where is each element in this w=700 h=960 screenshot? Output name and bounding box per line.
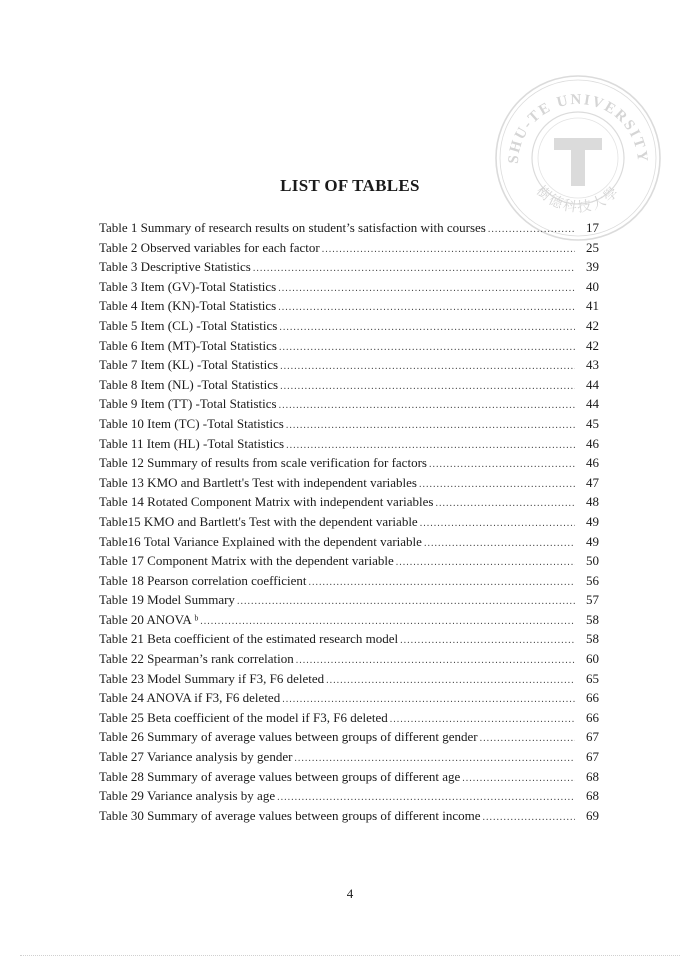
- toc-entry-label: Table 7 Item (KL) -Total Statistics: [99, 357, 279, 373]
- toc-entry-label: Table 25 Beta coefficient of the model if F3, F6 deleted: [99, 709, 388, 725]
- toc-entry-page: 25: [586, 239, 599, 255]
- toc-entry[interactable]: [99, 473, 599, 493]
- toc-entry[interactable]: [99, 688, 599, 708]
- toc-entry[interactable]: [99, 296, 599, 316]
- toc-entry-label: Table 5 Item (CL) -Total Statistics: [99, 317, 278, 333]
- toc-entry-label: Table 12 Summary of results from scale verification for factors: [99, 455, 427, 471]
- toc-entry-page: 43: [586, 357, 599, 373]
- toc-entry-label: Table 21 Beta coefficient of the estimated research model: [99, 631, 399, 647]
- toc-entry-label: Table 24 ANOVA if F3, F6 deleted: [99, 690, 281, 706]
- toc-entry[interactable]: [99, 571, 599, 591]
- toc-leader-dots: [462, 769, 575, 789]
- toc-entry[interactable]: [99, 218, 599, 238]
- toc-entry-label: Table 2 Observed variables for each factor: [99, 239, 320, 255]
- seal-text-bottom: 樹德科技大學: [532, 183, 624, 216]
- toc-entry-label: Table16 Total Variance Explained with the dependent variable: [99, 533, 422, 549]
- toc-entry[interactable]: [99, 806, 599, 826]
- toc-entry-page: 67: [586, 729, 599, 745]
- toc-entry[interactable]: [99, 394, 599, 414]
- toc-entry-page: 39: [586, 259, 599, 275]
- toc-entry-page: 48: [586, 494, 599, 510]
- toc-entry-label: Table 18 Pearson correlation coefficient: [99, 572, 307, 588]
- toc-entry-page: 46: [586, 455, 599, 471]
- toc-entry-page: 17: [586, 220, 599, 235]
- toc-entry[interactable]: [99, 316, 599, 336]
- list-of-tables: [99, 218, 599, 825]
- toc-leader-dots: [488, 220, 575, 240]
- toc-entry-label: Table 1 Summary of research results on student’s satisfaction with courses: [99, 220, 486, 235]
- toc-leader-dots: [280, 377, 575, 397]
- page-title: LIST OF TABLES: [280, 176, 420, 195]
- toc-entry-page: 68: [586, 788, 599, 804]
- toc-entry-page: 68: [586, 768, 599, 784]
- toc-entry-page: 49: [586, 533, 599, 549]
- toc-entry-page: 44: [586, 376, 599, 392]
- toc-entry-page: 42: [586, 317, 599, 333]
- toc-entry-page: 41: [586, 298, 599, 314]
- toc-leader-dots: [309, 573, 576, 593]
- toc-entry[interactable]: [99, 767, 599, 787]
- toc-entry-label: Table 17 Component Matrix with the dependent variable: [99, 553, 394, 569]
- toc-entry[interactable]: [99, 375, 599, 395]
- toc-entry-label: Table 30 Summary of average values between groups of different income: [99, 807, 481, 823]
- toc-leader-dots: [435, 494, 575, 514]
- toc-entry-label: Table 9 Item (TT) -Total Statistics: [99, 396, 277, 412]
- toc-entry-label: Table 19 Model Summary: [99, 592, 235, 608]
- toc-leader-dots: [278, 298, 575, 318]
- toc-entry-label: Table 3 Item (GV)-Total Statistics: [99, 278, 277, 294]
- toc-entry-page: 66: [586, 709, 599, 725]
- page-number: 4: [346, 886, 354, 901]
- toc-entry-page: 47: [586, 474, 599, 490]
- toc-leader-dots: [326, 671, 575, 691]
- toc-entry-page: 45: [586, 415, 599, 431]
- toc-entry[interactable]: [99, 708, 599, 728]
- toc-leader-dots: [419, 475, 575, 495]
- toc-entry-page: 60: [586, 651, 599, 667]
- toc-entry-label: Table 23 Model Summary if F3, F6 deleted: [99, 670, 325, 686]
- toc-leader-dots: [253, 259, 575, 279]
- toc-entry-page: 69: [586, 807, 599, 823]
- toc-entry[interactable]: [99, 238, 599, 258]
- toc-entry[interactable]: [99, 336, 599, 356]
- seal-text-top: SHU-TE UNIVERSITY: [505, 91, 651, 165]
- toc-entry-label: Table 3 Descriptive Statistics: [99, 259, 251, 275]
- page-bottom-divider: [20, 955, 680, 956]
- toc-entry-page: 57: [586, 592, 599, 608]
- toc-entry-page: 42: [586, 337, 599, 353]
- toc-entry-label: Table 14 Rotated Component Matrix with independent variables: [99, 494, 434, 510]
- toc-entry-page: 56: [586, 572, 599, 588]
- toc-entry-label: Table 10 Item (TC) -Total Statistics: [99, 415, 284, 431]
- toc-leader-dots: [420, 514, 575, 534]
- toc-entry[interactable]: [99, 277, 599, 297]
- toc-entry-label: Table 22 Spearman’s rank correlation: [99, 651, 294, 667]
- toc-leader-dots: [400, 631, 575, 651]
- toc-entry-label: Table 26 Summary of average values between groups of different gender: [99, 729, 478, 745]
- toc-entry-label: Table 11 Item (HL) -Total Statistics: [99, 435, 285, 451]
- toc-entry-page: 65: [586, 670, 599, 686]
- toc-leader-dots: [483, 808, 576, 828]
- toc-leader-dots: [279, 396, 575, 416]
- toc-leader-dots: [424, 534, 575, 554]
- toc-entry-label: Table15 KMO and Bartlett's Test with the dependent variable: [99, 513, 418, 529]
- toc-entry[interactable]: [99, 747, 599, 767]
- toc-entry-page: 58: [586, 631, 599, 647]
- toc-entry-page: 66: [586, 690, 599, 706]
- toc-leader-dots: [286, 416, 575, 436]
- toc-leader-dots: [480, 729, 575, 749]
- toc-leader-dots: [396, 553, 575, 573]
- toc-leader-dots: [280, 357, 575, 377]
- toc-entry-label: Table 13 KMO and Bartlett's Test with independent variables: [99, 474, 417, 490]
- toc-leader-dots: [278, 279, 575, 299]
- toc-entry-label: Table 28 Summary of average values between groups of different age: [99, 768, 461, 784]
- toc-entry-label: Table 4 Item (KN)-Total Statistics: [99, 298, 277, 314]
- toc-entry-page: 67: [586, 749, 599, 765]
- toc-entry-page: 58: [586, 611, 599, 627]
- toc-entry-page: 49: [586, 513, 599, 529]
- toc-entry[interactable]: [99, 551, 599, 571]
- toc-leader-dots: [237, 592, 575, 612]
- toc-entry-label: Table 20 ANOVA ᵇ: [99, 611, 199, 627]
- toc-entry-page: 46: [586, 435, 599, 451]
- toc-entry[interactable]: [99, 610, 599, 630]
- toc-entry[interactable]: [99, 355, 599, 375]
- toc-entry-label: Table 27 Variance analysis by gender: [99, 749, 293, 765]
- toc-entry-page: 50: [586, 553, 599, 569]
- toc-entry[interactable]: [99, 532, 599, 552]
- toc-leader-dots: [279, 338, 575, 358]
- toc-entry[interactable]: [99, 257, 599, 277]
- toc-entry[interactable]: [99, 629, 599, 649]
- toc-entry[interactable]: [99, 649, 599, 669]
- toc-leader-dots: [429, 455, 575, 475]
- toc-entry[interactable]: [99, 727, 599, 747]
- toc-entry-label: Table 8 Item (NL) -Total Statistics: [99, 376, 279, 392]
- toc-entry[interactable]: [99, 453, 599, 473]
- toc-entry[interactable]: [99, 669, 599, 689]
- toc-entry-page: 44: [586, 396, 599, 412]
- toc-entry[interactable]: [99, 786, 599, 806]
- toc-entry[interactable]: [99, 590, 599, 610]
- toc-entry[interactable]: [99, 492, 599, 512]
- toc-entry-label: Table 6 Item (MT)-Total Statistics: [99, 337, 277, 353]
- toc-entry[interactable]: [99, 512, 599, 532]
- toc-entry-label: Table 29 Variance analysis by age: [99, 788, 276, 804]
- toc-leader-dots: [296, 651, 575, 671]
- toc-entry[interactable]: [99, 414, 599, 434]
- toc-leader-dots: [322, 240, 575, 260]
- toc-entry-page: 40: [586, 278, 599, 294]
- toc-leader-dots: [279, 318, 575, 338]
- toc-entry[interactable]: [99, 434, 599, 454]
